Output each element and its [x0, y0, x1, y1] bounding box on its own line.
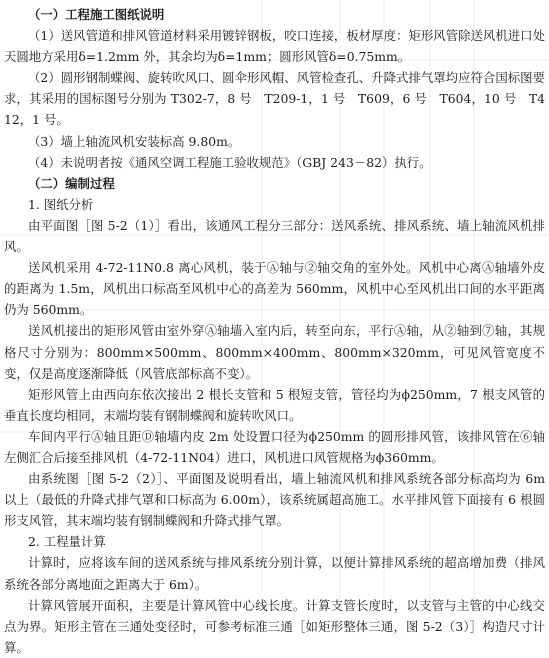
body-paragraph: 计算风管展开面积，主要是计算风管中心线长度。计算支管长度时，以支管与主管的中心线交点为界。矩形主管在三通处变径时，可参考标准三通［如矩形整体三通，图 5-2（3）］构造尺寸计算。: [4, 597, 545, 655]
body-paragraph: 矩形风管上由西向东依次接出 2 根长支管和 5 根短支管，管径均为ϕ250mm，7 根支风管的垂直长度均相同，末端均装有钢制蝶阀和旋转吹风口。: [4, 386, 545, 423]
body-paragraph: 由系统图［图 5-2（2）］、平面图及说明看出，墙上轴流风机和排风系统各部分标高均为 6m 以上（最低的升降式排气罩和口标高为 6.00m），该系统属超高施工。水平排风管下面接有 6 根圆形支风管，其末端均装有钢制蝶阀和升降式排气罩。: [4, 471, 545, 529]
note-paragraph: （2）圆形钢制蝶阀、旋转吹风口、圆伞形风帽、风管检查孔、升降式排气罩均应符合国标图要求，其采用的国标图号分别为 T302-7，8 号 T209-1，1 号 T609，6 号 T604，10 号 T412，1 号。: [4, 70, 545, 128]
section-heading-compilation: （二）编制过程: [28, 175, 115, 191]
body-paragraph: 由平面图［图 5-2（1）］看出，该通风工程分三部分：送风系统、排风系统、墙上轴流风机排风。: [4, 217, 545, 255]
document-body: [4, 4, 545, 658]
body-paragraph: 计算时，应将该车间的送风系统与排风系统分别计算，以便计算排风系统的超高增加费（排风系统各部分离地面之距离大于 6m）。: [4, 555, 545, 592]
body-paragraph: 送风机采用 4-72-11N0.8 离心风机，装于Ⓐ轴与②轴交角的室外处。风机中心离Ⓐ轴墙外皮的距离为 1.5m，风机出口标高至风机中心的高差为 560mm，风机中心至风机出口间的水平距离仍为 560mm。: [4, 260, 545, 318]
subsection-title: 1. 图纸分析: [28, 196, 94, 212]
note-paragraph: （3）墙上轴流风机安装标高 9.80m。: [28, 133, 241, 149]
note-paragraph: （1）送风管道和排风管道材料采用镀锌钢板，咬口连接，板材厚度：矩形风管除送风机进口处天圆地方采用δ=1.2mm 外，其余均为δ=1mm；圆形风管δ=0.75mm。: [4, 28, 545, 65]
body-paragraph: 送风机接出的矩形风管由室外穿Ⓐ轴墙入室内后，转至向东，平行Ⓐ轴，从②轴到⑦轴，其规格尺寸分别为：800mm×500mm、800mm×400mm、800mm×320mm，可见风管宽度不变，仅是高度逐渐降低（风管底部标高不变）。: [4, 323, 545, 381]
body-paragraph: 车间内平行Ⓐ轴且距Ⓓ轴墙内皮 2m 处设置口径为ϕ250mm 的圆形排风管，该排风管在⑥轴左侧汇合后接至排风机（4-72-11N04）进口，风机进口风管规格为ϕ360mm。: [4, 428, 545, 465]
section-heading-drawing-notes: （一）工程施工图纸说明: [28, 7, 165, 22]
note-paragraph: （4）未说明者按《通风空调工程施工验收规范》（GBJ 243－82）执行。: [28, 154, 432, 170]
subsection-title: 2. 工程量计算: [28, 534, 106, 550]
